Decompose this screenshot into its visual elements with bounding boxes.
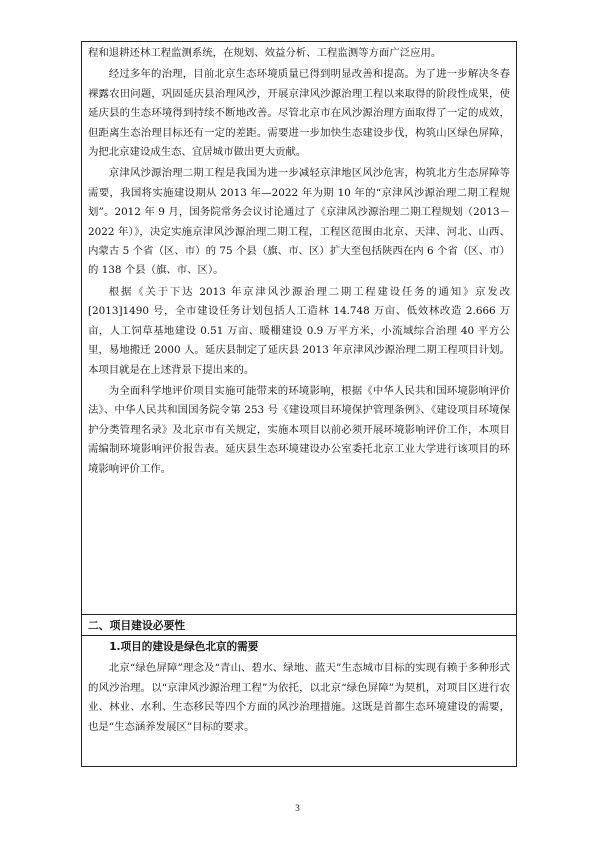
paragraph-5: 为全面科学地评价项目实施可能带来的环境影响，根据《中华人民共和国环境影响评价法》、中华人民共和国国务院令第 253 号《建设项目环境保护管理条例》、《建设项目环境保护分类管理名录》及北京市有关规定，实施本项目以前必须开展环境影响评价工作，本项目需编制环境影响评价报告表。延庆县生态环境建设办公室委托北京工业大学进行该项目的环境影响评价工作。	[88, 384, 510, 475]
section-divider-2	[82, 635, 516, 636]
section-subtitle: 1.项目的建设是绿色北京的需要	[109, 641, 259, 653]
paragraph-1: 程和退耕还林工程监测系统，在规划、效益分析、工程监测等方面广泛应用。	[88, 47, 442, 59]
document-frame	[81, 41, 517, 767]
section-body: 北京“绿色屏障”理念及“青山、碧水、绿地、蓝天”生态城市目标的实现有赖于多种形式的风沙治理。以“京津风沙源治理工程”为依托，以北京“绿色屏障”为契机，对项目区进行农业、林业、水利、生态移民等四个方面的风沙治理措施。这既是首都生态环境建设的需要，也是“生态涵养发展区”目标的要求。	[88, 662, 510, 733]
section-title: 二、项目建设必要性	[88, 619, 186, 632]
section-content	[88, 638, 510, 737]
paragraph-2: 经过多年的治理，目前北京生态环境质量已得到明显改善和提高。为了进一步解决冬春裸露农田问题，巩固延庆县治理风沙，开展京津风沙源治理工程以来取得的阶段性成果，使延庆县的生态环境得到持续不断地改善。尽管北京市在风沙源治理方面取得了一定的成效，但距离生态治理目标还有一定的差距。需要进一步加快生态建设步伐，构筑山区绿色屏障，为把北京建设成生态、宜居城市做出更大贡献。	[88, 68, 510, 159]
paragraph-4: 根据《关于下达 2013 年京津风沙源治理二期工程建设任务的通知》京发改[2013]1490 号，全市建设任务计划包括人工造林 14.748 万亩、低效林改造 2.666 万亩，人工饲草基地建设 0.51 万亩、暖棚建设 0.9 万平方米，小流域综合治理 40 平方公里，易地搬迁 2000 人。延庆县制定了延庆县 2013 年京津风沙源治理二期工程项目计划。本项目就是在上述背景下提出来的。	[88, 285, 510, 376]
paragraph-3: 京津风沙源治理二期工程是我国为进一步减轻京津地区风沙危害，构筑北方生态屏障等需要，我国将实施建设期从 2013 年—2022 年为期 10 年的“京津风沙源治理二期工程规划”。2012 年 9 月，国务院常务会议讨论通过了《京津风沙源治理二期工程规划（2013－2022 年）》，决定实施京津风沙源治理二期工程，工程区范围由北京、天津、河北、山西、内蒙古 5 个省（区、市）的 75 个县（旗、市、区）扩大至包括陕西在内 6 个省（区、市）的 138 个县（旗、市、区）。	[88, 167, 510, 277]
page-number: 3	[295, 803, 300, 813]
section-divider	[82, 614, 516, 615]
main-text	[88, 44, 510, 479]
